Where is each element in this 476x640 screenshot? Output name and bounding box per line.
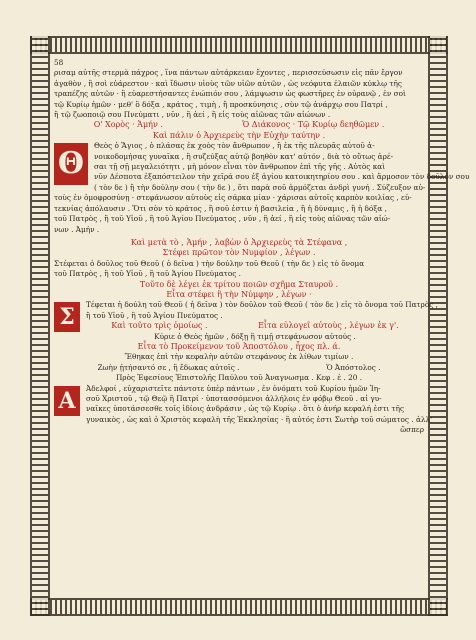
ornamental-border-right (428, 36, 448, 616)
text-line: νων . Ἀμήν . (54, 224, 100, 234)
text-line: τεκνίας ἀπόλαυσιν . Ὅτι σὸν τὸ κράτος , ἢ σοῦ ἐστιν ἡ βασιλεία , ἢ ἡ δύναμις , ἢ ἡ δόξα , (54, 203, 387, 213)
blessing-line: Κύριε ὁ Θεὸς ἡμῶν , δόξῃ ἢ τιμῇ στεφάνωσον αὐτούς . (154, 331, 356, 341)
apostolos-label: Ὁ Ἀπόστολος . (326, 362, 381, 372)
ornamental-border-bottom (30, 598, 448, 616)
decorated-initial: Θ (54, 143, 88, 185)
text-line: ρισαμ αὐτῆς στερμὰ πάχρος , ἵνα πάντων αὐτάρκειαν ἔχοντες , περισσεύσωσιν εἰς πᾶν ἔργον (54, 68, 403, 78)
text-line: τοὺς ἐν ὁμοφροσύνῃ · στεφάνωσον αὐτοὺς εἰς σάρκα μίαν · χάρισαι αὐτοῖς καρπὸν κοιλίας , εὐ- (54, 193, 412, 203)
page-body (54, 56, 470, 596)
text-line: τοῦ Πατρὸς , ἢ τοῦ Υἱοῦ , ἢ τοῦ Ἁγίου Πνεύματος . (54, 269, 241, 279)
verse-line: Ζωὴν ᾐτήσαντό σε , ἢ ἔδωκας αὐτοῖς . (97, 362, 240, 372)
text-line: νῦν Δέσποτα ἐξαπόστειλον τὴν χεῖρά σου ἐξ ἁγίου κατοικητηρίου σου . καὶ ἅρμοσον τὸν δοῦλόν σου (94, 172, 470, 182)
rubric-right: Εἶτα εὐλογεῖ αὐτοὺς , λέγων ἐκ γ'. (258, 321, 399, 331)
catchword: ὥσπερ (400, 425, 424, 435)
epistle-paragraph (54, 383, 433, 426)
text-line: Θεὸς ὁ Ἅγιος , ὁ πλάσας ἐκ χοὸς τὸν ἄνθρωπον , ἢ ἐκ τῆς πλευρᾶς αὐτοῦ ἀ- (94, 141, 375, 151)
crowning-groom-paragraph (54, 259, 424, 280)
ornamental-border-left (30, 36, 50, 616)
prokeimenon-line: Ἔθηκας ἐπὶ τὴν κεφαλὴν αὐτῶν στεφάνους ἐκ λίθων τιμίων . (124, 352, 354, 362)
response-row (54, 120, 424, 130)
rubric-heading: Εἶτα στέφει ἢ τὴν Νύμφην , λέγων · (166, 289, 312, 299)
text-line: ἢ τῷ ζωοποιῷ σου Πνεύματι , νῦν , ἢ ἀεί , ἢ εἰς τοὺς αἰῶνας τῶν αἰώνων . (54, 110, 331, 120)
paragraph-1 (54, 68, 424, 120)
text-line: ( τὸν δε ) ἢ τὴν δούλην σου ( τὴν δε ) , ὅτι παρὰ σοῦ ἁρμόζεται ἀνδρὶ γυνή . Σύζευξον αὐ- (94, 182, 426, 192)
deacon-response: Ὁ Διάκονος · Τῷ Κυρίῳ δεηθῶμεν . (242, 120, 385, 130)
choir-response: Ο' Χορὸς · Ἀμήν . (93, 120, 163, 130)
rubric-heading: Στέφει πρῶτον τὸν Νυμφίον , λέγων . (162, 248, 316, 258)
text-line: γυναικὸς , ὡς καὶ ὁ Χριστὸς κεφαλὴ τῆς Ἐκκλησίας · ἢ αὐτός ἐστι Σωτὴρ τοῦ σώματος . ἀλλ' (86, 414, 433, 424)
rubric-left: Καὶ τοῦτο τρὶς ὁμοίως . (111, 321, 208, 331)
text-line: τραπέζης αὐτῶν · ἢ εὐαρεστήσαντες ἐνώπιόν σου , λάμψωσιν ὡς φωστῆρες ἐν οὐρανῷ , ἐν σοὶ (54, 89, 406, 99)
text-line: ναῖκες ὑποτάσσεσθε τοῖς ἰδίοις ἀνδράσιν , ὡς τῷ Κυρίῳ . ὅτι ὁ ἀνήρ κεφαλή ἐστι τῆς (86, 404, 405, 414)
text-line: Ἀδελφοί , εὐχαριστεῖτε πάντοτε ὑπὲρ πάντων , ἐν ὀνόματι τοῦ Κυρίου ἡμῶν Ἰη- (86, 383, 381, 393)
page-number: 58 (54, 58, 64, 67)
text-line: Τέφεται ἡ δούλη τοῦ Θεοῦ ( ἡ δεῖνα ) τὸν δοῦλον τοῦ Θεοῦ ( τὸν δε ) εἰς τὸ ὄνομα τοῦ Πατρὸς , (86, 300, 438, 310)
text-line: σαι τῇ σῇ μεγαλειότητι , μὴ μόνον εἶναι τὸν ἄνθρωπον ἐπὶ τῆς γῆς . Αὐτὸς καὶ (94, 162, 386, 172)
text-line: τῷ Κυρίῳ ἡμῶν · μεθ' ὃ δόξα , κράτος , τιμὴ , ἢ προσκύνησις , σὺν τῷ ἀνάρχῳ σου Πατρί , (54, 99, 388, 109)
rubric-row (86, 321, 424, 331)
decorated-initial: Σ (54, 302, 80, 332)
ornamental-border-top (30, 36, 448, 54)
prayer-paragraph (54, 141, 470, 235)
rubric-heading: Εἶτα τὸ Προκείμενον τοῦ Ἀποστόλου , ἦχος πλ. ά. (137, 341, 341, 351)
rubric-heading: Καὶ μετὰ τὸ , Ἀμήν , λαβὼν ὁ Ἀρχιερεὺς τὰ Στέφανα , (130, 237, 348, 247)
text-line: νοικοδομήσας γυναῖκα , ἢ συζεύξας αὐτῷ βοηθὸν κατ' αὐτόν , διὰ τὸ οὕτως ἀρέ- (94, 151, 394, 161)
text-line: τοῦ Πατρὸς , ἢ τοῦ Υἱοῦ , ἢ τοῦ Ἁγίου Πνεύματος , νῦν , ἢ ἀεί , ἢ εἰς τοὺς αἰῶνας τῶν αἰώ- (54, 214, 391, 224)
text-line: Στέφεται ὁ δοῦλος τοῦ Θεοῦ ( ὁ δεῖνα ) τὴν δούλην τοῦ Θεοῦ ( τὴν δε ) εἰς τὸ ὄνομα (54, 258, 365, 268)
text-line: ἢ τοῦ Υἱοῦ , ἢ τοῦ Ἁγίου Πνεύματος . (86, 310, 223, 320)
rubric-heading: Τοῦτο δὲ λέγει ἐκ τρίτου ποιῶν σχῆμα Σταυροῦ . (139, 279, 339, 289)
text-line: ἀγαθὸν , ἢ σοὶ εὐάρεστον · καὶ ἴδωσιν υἱοὺς τῶν υἱῶν αὐτῶν , ὡς νεόφυτα ἐλαιῶν κύκλῳ τῆς (54, 78, 402, 88)
rubric-heading: Καὶ πάλιν ὁ Ἀρχιερεὺς τὴν Εὐχὴν ταύτην . (152, 130, 326, 140)
decorated-initial: Α (54, 386, 80, 416)
reading-reference: Πρὸς Ἐφεσίους Ἐπιστολῆς Παύλου τοῦ Ἀναγνωσμα . Κεφ . ἑ . 20 . (115, 373, 363, 383)
verse-row (54, 363, 424, 373)
text-line: σοῦ Χριστοῦ , τῷ Θεῷ ἢ Πατρί · ὑποτασσόμενοι ἀλλήλοις ἐν φόβῳ Θεοῦ . αἱ γυ- (86, 394, 382, 403)
